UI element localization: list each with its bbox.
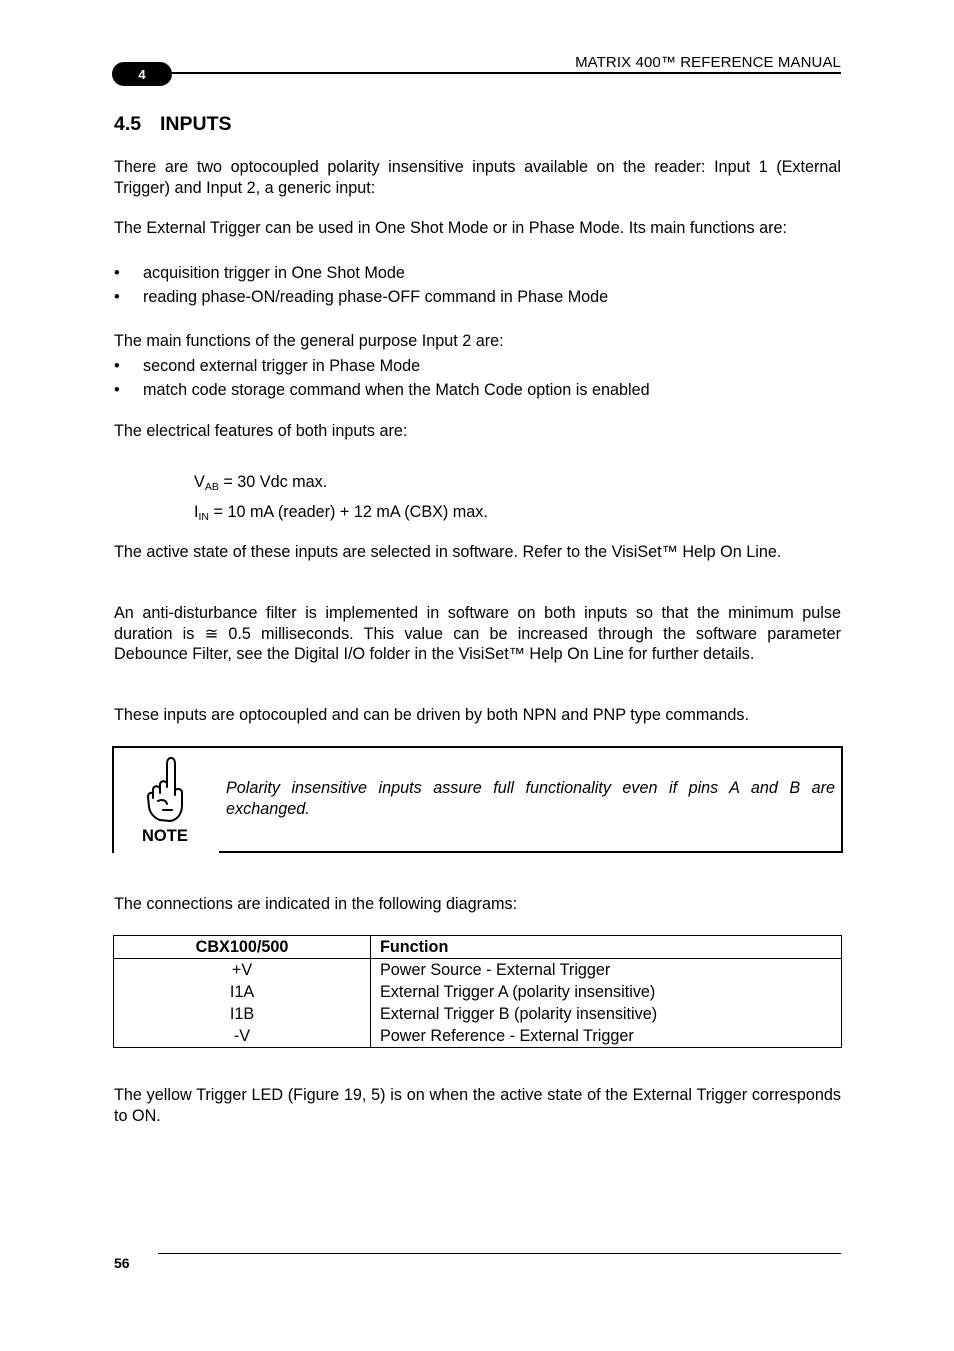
table-cell-function: External Trigger A (polarity insensitive) (371, 981, 842, 1003)
bullet-icon: • (114, 264, 120, 282)
spec-iin-symbol: I (194, 503, 199, 521)
list-item-text: second external trigger in Phase Mode (143, 357, 421, 375)
spec-vab-subscript: AB (204, 481, 219, 493)
paragraph-electrical: The electrical features of both inputs are: (114, 422, 408, 440)
table-row (114, 981, 842, 1003)
paragraph-led: The yellow Trigger LED (Figure 19, 5) is on when the active state of the External Trigger corresponds to ON. (114, 1086, 841, 1125)
table-cell-pin: +V (114, 959, 371, 982)
table-cell-function: Power Source - External Trigger (371, 959, 842, 982)
spec-vab (194, 472, 327, 497)
table-cell-function: Power Reference - External Trigger (371, 1025, 842, 1048)
paragraph-drive: These inputs are optocoupled and can be driven by both NPN and PNP type commands. (114, 706, 749, 724)
table-header-function: Function (371, 936, 842, 959)
page-number: 56 (114, 1255, 130, 1271)
spec-iin-value: = 10 mA (reader) + 12 mA (CBX) max. (209, 503, 488, 521)
table-header-row (114, 936, 842, 959)
list-item-text: acquisition trigger in One Shot Mode (143, 264, 405, 282)
spec-iin-subscript: IN (198, 511, 209, 523)
table-row (114, 1003, 842, 1025)
table-cell-pin: -V (114, 1025, 371, 1048)
spec-vab-symbol: V (194, 473, 205, 491)
note-label: NOTE (142, 827, 188, 845)
table-row (114, 959, 842, 982)
chapter-badge: 4 (112, 62, 172, 86)
manual-title: MATRIX 400™ REFERENCE MANUAL (575, 54, 841, 71)
section-title: INPUTS (160, 113, 232, 135)
paragraph-active-state: The active state of these inputs are selected in software. Refer to the VisiSet™ Help On Line. (114, 543, 782, 561)
bullet-icon: • (114, 288, 120, 306)
table-cell-pin: I1A (114, 981, 371, 1003)
note-box-bottom-rule (219, 851, 842, 853)
section-heading (114, 113, 232, 136)
spec-vab-value: = 30 Vdc max. (218, 473, 328, 491)
paragraph-connections: The connections are indicated in the following diagrams: (114, 895, 518, 913)
note-text: Polarity insensitive inputs assure full functionality even if pins A and B are exchanged. (226, 779, 835, 818)
spec-iin (194, 502, 488, 527)
bullet-icon: • (114, 357, 120, 375)
table-cell-function: External Trigger B (polarity insensitive) (371, 1003, 842, 1025)
table-cell-pin: I1B (114, 1003, 371, 1025)
paragraph-input2: The main functions of the general purpose Input 2 are: (114, 332, 504, 350)
pointing-hand-icon (146, 755, 186, 823)
header-rule (160, 72, 841, 74)
section-number: 4.5 (114, 113, 142, 135)
paragraph-intro: There are two optocoupled polarity insensitive inputs available on the reader: Input 1 (External Trigger) and Input 2, a generic input: (114, 158, 841, 197)
list-item-text: match code storage command when the Match Code option is enabled (143, 381, 650, 399)
paragraph-filter: An anti-disturbance filter is implemented in software on both inputs so that the minimum pulse duration is ≅ 0.5 milliseconds. This value can be increased through the software parameter Debounce Filter, see the Digital I/O folder in the VisiSet™ Help On Line for further details. (114, 604, 841, 663)
table-header-cbx: CBX100/500 (114, 936, 371, 959)
connections-table (113, 935, 842, 1048)
list-item-text: reading phase-ON/reading phase-OFF command in Phase Mode (143, 288, 609, 306)
paragraph-external-trigger: The External Trigger can be used in One Shot Mode or in Phase Mode. Its main functions are: (114, 219, 788, 237)
bullet-icon: • (114, 381, 120, 399)
table-row (114, 1025, 842, 1048)
footer-rule (158, 1253, 841, 1254)
